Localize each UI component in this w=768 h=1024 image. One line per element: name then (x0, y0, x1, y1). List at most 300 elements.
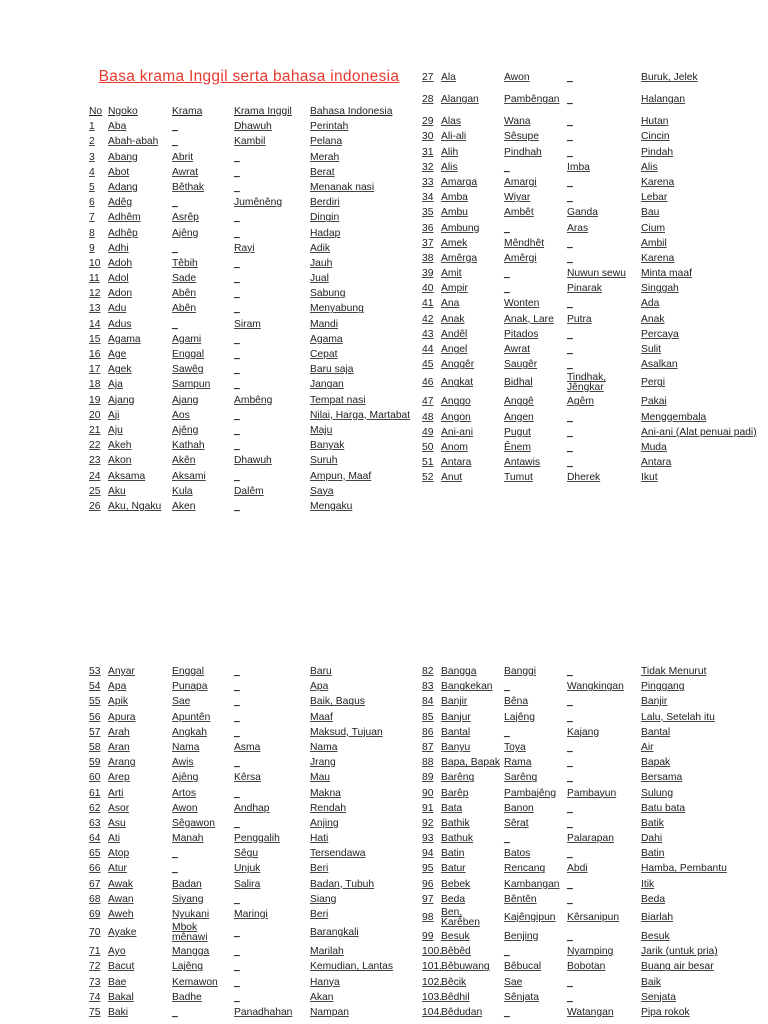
cell-bahasa-indonesia: Ikut (641, 472, 658, 484)
cell-krama: Sae (504, 976, 523, 988)
cell-ngoko: Arah (108, 726, 130, 738)
cell-krama-inggil: Pambayun (567, 787, 617, 799)
cell-ngoko: Adhi (108, 242, 129, 254)
cell-krama: Tumut (504, 472, 533, 484)
cell-no: 84 (422, 696, 434, 708)
cell-bahasa-indonesia: Percaya (641, 328, 679, 340)
cell-bahasa-indonesia: Bapak (641, 757, 671, 769)
cell-no: 103. (422, 991, 443, 1003)
cell-bahasa-indonesia: Siang (310, 893, 337, 905)
cell-bahasa-indonesia: Antara (641, 457, 672, 469)
cell-no: 57 (89, 726, 101, 738)
cell-empty (172, 1005, 232, 1020)
cell-ngoko: Asor (108, 802, 130, 814)
cell-no: 12 (89, 288, 101, 300)
cell-bahasa-indonesia: Anjing (310, 817, 339, 829)
cell-no: 4 (89, 166, 95, 178)
cell-empty (172, 134, 232, 149)
cell-no: 29 (422, 116, 434, 128)
cell-no: 63 (89, 817, 101, 829)
cell-bahasa-indonesia: Agama (310, 333, 343, 345)
cell-ngoko: Agama (108, 333, 141, 345)
cell-bahasa-indonesia: Singgah (641, 283, 679, 295)
cell-krama: Abên (172, 303, 197, 315)
cell-ngoko: Bêdhil (441, 991, 470, 1003)
cell-bahasa-indonesia: Pinggang (641, 681, 685, 693)
cell-no: 37 (422, 237, 434, 249)
cell-krama-inggil: Pinarak (567, 283, 602, 295)
cell-no: 21 (89, 424, 101, 436)
cell-ngoko: Ayake (108, 927, 137, 939)
cell-krama: Lajêng (504, 711, 535, 723)
cell-bahasa-indonesia: Sulung (641, 787, 674, 799)
cell-no: 33 (422, 176, 434, 188)
cell-empty (504, 944, 566, 959)
cell-krama: Artos (172, 787, 197, 799)
cell-no: 22 (89, 440, 101, 452)
cell-empty (567, 251, 639, 266)
cell-krama: Siyang (172, 893, 204, 905)
cell-krama-inggil: Ganda (567, 207, 598, 219)
cell-ngoko: Aweh (108, 909, 134, 920)
cell-empty (234, 469, 308, 484)
cell-krama: Enggal (172, 666, 205, 677)
cell-krama-inggil: Kambil (234, 136, 266, 148)
cell-bahasa-indonesia: Hati (310, 833, 329, 845)
cell-ngoko: Bakal (108, 991, 134, 1003)
cell-krama: Pindhah (504, 146, 542, 158)
cell-ngoko: Anak (441, 313, 465, 325)
cell-ngoko: Ampir (441, 283, 468, 295)
cell-krama: Pambajêng (504, 787, 557, 799)
cell-empty (504, 679, 566, 694)
cell-bahasa-indonesia: Menyabung (310, 303, 364, 315)
cell-ngoko: Angel (441, 344, 468, 355)
cell-ngoko: Adhêm (108, 212, 141, 224)
cell-krama: Awrat (504, 344, 531, 355)
cell-ngoko: Arep (108, 772, 130, 784)
cell-empty (567, 846, 639, 861)
cell-ngoko: Aksama (108, 470, 146, 482)
cell-empty (234, 725, 308, 740)
cell-ngoko: Ayo (108, 946, 126, 958)
cell-bahasa-indonesia: Hanya (310, 976, 340, 988)
cell-ngoko: Bêdudan (441, 1006, 483, 1018)
cell-ngoko: Abah-abah (108, 136, 159, 148)
cell-bahasa-indonesia: Banyak (310, 440, 345, 452)
cell-no: 20 (89, 409, 101, 421)
header-ngoko: Ngoko (108, 106, 138, 117)
cell-bahasa-indonesia: Besuk (641, 931, 670, 942)
cell-ngoko: Akeh (108, 440, 132, 452)
cell-empty (567, 877, 639, 892)
cell-bahasa-indonesia: Apa (310, 681, 329, 693)
cell-no: 7 (89, 212, 95, 224)
cell-krama-inggil: Kêrsa (234, 772, 261, 784)
cell-no: 93 (422, 833, 434, 845)
cell-empty (504, 1005, 566, 1020)
cell-ngoko: Bacut (108, 961, 135, 973)
cell-bahasa-indonesia: Nilai, Harga, Martabat (310, 409, 411, 421)
cell-ngoko: Bêcik (441, 976, 467, 988)
cell-bahasa-indonesia: Bantal (641, 726, 671, 738)
cell-krama: Kula (172, 485, 193, 497)
cell-bahasa-indonesia: Batin (641, 848, 665, 860)
cell-no: 50 (422, 441, 434, 453)
cell-krama: Apuntên (172, 711, 211, 723)
cell-no: 87 (422, 741, 434, 753)
cell-bahasa-indonesia: Badan, Tubuh (310, 878, 375, 890)
cell-bahasa-indonesia: Ambil (641, 237, 667, 249)
cell-empty (234, 438, 308, 453)
cell-ngoko: Aju (108, 424, 123, 436)
cell-ngoko: Aji (108, 409, 120, 421)
cell-ngoko: Apura (108, 711, 136, 723)
cell-ngoko: Bantal (441, 726, 471, 738)
cell-bahasa-indonesia: Senjata (641, 991, 676, 1003)
cell-empty (504, 266, 566, 281)
cell-bahasa-indonesia: Adik (310, 242, 331, 254)
cell-ngoko: Asu (108, 817, 126, 829)
cell-ngoko: Ala (441, 72, 456, 83)
cell-krama: Bidhal (504, 377, 533, 389)
cell-no: 100. (422, 946, 443, 958)
cell-ngoko: Anggo (441, 396, 471, 408)
cell-empty (234, 816, 308, 831)
cell-krama: Bêthak (172, 181, 205, 193)
cell-empty (172, 861, 232, 876)
cell-no: 46 (422, 377, 434, 389)
cell-empty (234, 256, 308, 271)
cell-krama-inggil: Kêrsanipun (567, 912, 620, 923)
cell-no: 101. (422, 961, 443, 973)
cell-ngoko: Amêrga (441, 252, 478, 264)
cell-krama-inggil: Dhawuh (234, 121, 272, 133)
cell-ngoko: Ati (108, 833, 121, 845)
cell-no: 47 (422, 396, 434, 408)
cell-ngoko: Anom (441, 441, 468, 453)
cell-krama: Benjing (504, 931, 539, 942)
cell-bahasa-indonesia: Maaf (310, 711, 333, 723)
cell-krama-inggil: Dhawuh (234, 455, 272, 467)
cell-krama: Bêntên (504, 893, 537, 905)
cell-empty (234, 362, 308, 377)
cell-krama: Kajêngipun (504, 912, 556, 923)
cell-bahasa-indonesia: Kemudian, Lantas (310, 961, 394, 973)
cell-ngoko: Akon (108, 455, 132, 467)
cell-empty (567, 85, 639, 114)
header-bahasa-indonesia: Bahasa Indonesia (310, 106, 393, 117)
cell-no: 26 (89, 500, 101, 512)
cell-no: 39 (422, 268, 434, 280)
cell-bahasa-indonesia: Berdiri (310, 197, 340, 209)
cell-no: 23 (89, 455, 101, 467)
cell-no: 86 (422, 726, 434, 738)
cell-krama: Rencang (504, 863, 546, 875)
cell-krama: Sae (172, 696, 191, 708)
cell-ngoko: Arti (108, 787, 124, 799)
cell-bahasa-indonesia: Anak (641, 313, 665, 325)
cell-ngoko: Besuk (441, 931, 470, 942)
cell-ngoko: Abot (108, 166, 130, 178)
cell-empty (234, 694, 308, 709)
cell-krama: Ajêng (172, 227, 199, 239)
cell-krama-inggil: Ambêng (234, 394, 273, 406)
header-krama-inggil: Krama Inggil (234, 106, 292, 117)
cell-bahasa-indonesia: Cincin (641, 131, 670, 143)
cell-ngoko: Amek (441, 237, 468, 249)
cell-no: 60 (89, 772, 101, 784)
cell-empty (567, 455, 639, 470)
cell-bahasa-indonesia: Tempat nasi (310, 394, 366, 406)
cell-empty (567, 929, 639, 944)
cell-ngoko: Atop (108, 848, 130, 860)
cell-empty (567, 342, 639, 357)
cell-no: 34 (422, 192, 434, 204)
cell-krama: Bêna (504, 696, 529, 708)
cell-bahasa-indonesia: Baru saja (310, 364, 354, 376)
cell-ngoko: Adol (108, 273, 129, 285)
cell-krama: Agami (172, 333, 202, 345)
cell-krama: Saugêr (504, 359, 538, 371)
cell-empty (172, 195, 232, 210)
cell-empty (567, 801, 639, 816)
cell-krama: Punapa (172, 681, 208, 693)
cell-bahasa-indonesia: Nama (310, 741, 338, 753)
cell-ngoko: Amba (441, 192, 468, 204)
cell-bahasa-indonesia: Bersama (641, 772, 683, 784)
cell-ngoko: Ani-ani (441, 426, 474, 438)
cell-ngoko: Amarga (441, 176, 478, 188)
cell-bahasa-indonesia: Makna (310, 787, 341, 799)
cell-empty (567, 236, 639, 251)
header-no: No (89, 106, 103, 117)
cell-no: 58 (89, 741, 101, 753)
cell-no: 74 (89, 991, 101, 1003)
cell-no: 41 (422, 298, 434, 310)
cell-empty (234, 423, 308, 438)
cell-krama: Awon (504, 72, 530, 83)
cell-bahasa-indonesia: Rendah (310, 802, 347, 814)
cell-empty (234, 786, 308, 801)
cell-krama: Nama (172, 741, 200, 753)
cell-bahasa-indonesia: Nampan (310, 1006, 349, 1018)
cell-empty (172, 241, 232, 256)
cell-bahasa-indonesia: Marilah (310, 946, 344, 958)
cell-no: 25 (89, 485, 101, 497)
cell-no: 88 (422, 757, 434, 769)
cell-empty (567, 990, 639, 1005)
cell-empty (234, 377, 308, 392)
cell-empty (567, 327, 639, 342)
cell-krama: Asrêp (172, 212, 199, 224)
cell-ngoko: Adoh (108, 257, 133, 269)
cell-no: 72 (89, 961, 101, 973)
cell-empty (234, 347, 308, 362)
cell-krama: Ajêng (172, 424, 199, 436)
cell-bahasa-indonesia: Jangan (310, 379, 344, 391)
cell-krama: Badan (172, 878, 202, 890)
cell-ngoko: Apik (108, 696, 129, 708)
cell-krama-inggil: Salira (234, 878, 261, 890)
cell-krama-inggil: Wangkingan (567, 681, 624, 693)
cell-no: 65 (89, 848, 101, 860)
cell-krama: Sênjata (504, 991, 539, 1003)
cell-no: 44 (422, 344, 434, 355)
cell-krama: Awon (172, 802, 198, 814)
page-title: Basa krama Inggil serta bahasa indonesia (98, 68, 400, 85)
cell-empty (234, 959, 308, 974)
cell-bahasa-indonesia: Jauh (310, 257, 333, 269)
cell-bahasa-indonesia: Tersendawa (310, 848, 366, 860)
cell-no: 52 (422, 472, 434, 484)
cell-empty (567, 755, 639, 770)
cell-bahasa-indonesia: Lebar (641, 192, 668, 204)
cell-ngoko: Bae (108, 976, 127, 988)
cell-no: 38 (422, 252, 434, 264)
cell-krama: Abrit (172, 151, 194, 163)
cell-bahasa-indonesia: Maksud, Tujuan (310, 726, 383, 738)
cell-ngoko: Aja (108, 379, 123, 391)
cell-no: 99 (422, 931, 434, 942)
cell-ngoko: Batin (441, 848, 465, 860)
cell-bahasa-indonesia: Air (641, 741, 654, 753)
cell-krama: Pambêngan (504, 94, 560, 106)
cell-no: 90 (422, 787, 434, 799)
cell-krama: Angkah (172, 726, 207, 738)
cell-empty (234, 944, 308, 959)
cell-bahasa-indonesia: Sulit (641, 344, 662, 355)
cell-krama: Antawis (504, 457, 541, 469)
cell-bahasa-indonesia: Baru (310, 666, 332, 677)
cell-no: 59 (89, 757, 101, 769)
cell-ngoko: Adu (108, 303, 127, 315)
cell-no: 85 (422, 711, 434, 723)
cell-empty (567, 357, 639, 372)
cell-krama-inggil: Penggalih (234, 833, 280, 845)
cell-ngoko: Awak (108, 878, 133, 890)
cell-ngoko: Adêg (108, 197, 133, 209)
cell-krama-inggil: Andhap (234, 802, 270, 814)
cell-krama: Wonten (504, 298, 540, 310)
cell-no: 13 (89, 303, 101, 315)
cell-ngoko: Angon (441, 411, 471, 423)
cell-empty (567, 710, 639, 725)
cell-no: 17 (89, 364, 101, 376)
cell-ngoko: Ali-ali (441, 131, 467, 143)
cell-bahasa-indonesia: Lalu, Setelah itu (641, 711, 715, 723)
cell-empty (567, 816, 639, 831)
cell-empty (567, 410, 639, 425)
cell-ngoko: Abang (108, 151, 138, 163)
cell-no: 1 (89, 121, 95, 133)
cell-krama: Sarêng (504, 772, 538, 784)
cell-krama: Nyukani (172, 909, 210, 920)
cell-krama: Abên (172, 288, 197, 300)
cell-krama: Aos (172, 409, 190, 421)
cell-bahasa-indonesia: Pelana (310, 136, 343, 148)
cell-empty (567, 440, 639, 455)
cell-no: 64 (89, 833, 101, 845)
cell-bahasa-indonesia: Hadap (310, 227, 341, 239)
cell-krama-inggil: Agêm (567, 396, 594, 408)
cell-ngoko: Ambu (441, 207, 468, 219)
cell-krama-inggil: Aras (567, 222, 589, 234)
cell-no: 95 (422, 863, 434, 875)
cell-bahasa-indonesia: Mau (310, 772, 331, 784)
cell-ngoko: Ajang (108, 394, 135, 406)
cell-no: 66 (89, 863, 101, 875)
cell-empty (234, 408, 308, 423)
cell-krama-inggil: Maringi (234, 909, 268, 920)
cell-krama-inggil: Abdi (567, 863, 588, 875)
cell-bahasa-indonesia: Cium (641, 222, 666, 234)
cell-krama: Sêsupe (504, 131, 539, 143)
cell-no: 67 (89, 878, 101, 890)
cell-empty (504, 831, 566, 846)
cell-bahasa-indonesia: Jrang (310, 757, 336, 769)
cell-krama-inggil: Dalêm (234, 485, 264, 497)
cell-krama: Badhe (172, 991, 202, 1003)
cell-empty (567, 975, 639, 990)
cell-no: 43 (422, 328, 434, 340)
cell-empty (234, 286, 308, 301)
cell-empty (234, 755, 308, 770)
cell-krama: Wana (504, 116, 531, 128)
cell-no: 40 (422, 283, 434, 295)
cell-krama-inggil: Tindhak, Jêngkar (567, 372, 607, 393)
cell-bahasa-indonesia: Ani-ani (Alat penuai padi) (641, 426, 757, 438)
cell-krama: Lajêng (172, 961, 203, 973)
cell-krama: Awis (172, 757, 194, 769)
cell-no: 3 (89, 151, 95, 163)
cell-ngoko: Ben, Karêben (441, 907, 480, 928)
cell-ngoko: Anut (441, 472, 463, 484)
cell-krama: Bêbucal (504, 961, 542, 973)
cell-bahasa-indonesia: Akan (310, 991, 334, 1003)
cell-empty (234, 301, 308, 316)
cell-no: 62 (89, 802, 101, 814)
cell-ngoko: Adang (108, 181, 138, 193)
cell-krama: Awrat (172, 166, 199, 178)
cell-empty (567, 296, 639, 311)
cell-bahasa-indonesia: Biarlah (641, 912, 674, 923)
cell-bahasa-indonesia: Dingin (310, 212, 340, 224)
cell-bahasa-indonesia: Tidak Menurut (641, 666, 707, 677)
cell-no: 104. (422, 1006, 443, 1018)
cell-ngoko: Agek (108, 364, 132, 376)
cell-no: 48 (422, 411, 434, 423)
cell-krama-inggil: Imba (567, 161, 590, 173)
cell-no: 8 (89, 227, 95, 239)
cell-empty (567, 175, 639, 190)
cell-krama: Amêrgi (504, 252, 537, 264)
cell-empty (234, 150, 308, 165)
cell-bahasa-indonesia: Alis (641, 161, 658, 173)
cell-no: 6 (89, 197, 95, 209)
cell-no: 68 (89, 893, 101, 905)
cell-no: 96 (422, 878, 434, 890)
cell-krama: Kemawon (172, 976, 218, 988)
cell-bahasa-indonesia: Mandi (310, 318, 339, 330)
cell-no: 70 (89, 927, 101, 939)
cell-ngoko: Adus (108, 318, 132, 330)
cell-krama: Toya (504, 741, 526, 753)
cell-empty (234, 499, 308, 514)
cell-krama: Ajêng (172, 772, 199, 784)
cell-no: 9 (89, 242, 95, 254)
cell-bahasa-indonesia: Minta maaf (641, 268, 692, 280)
